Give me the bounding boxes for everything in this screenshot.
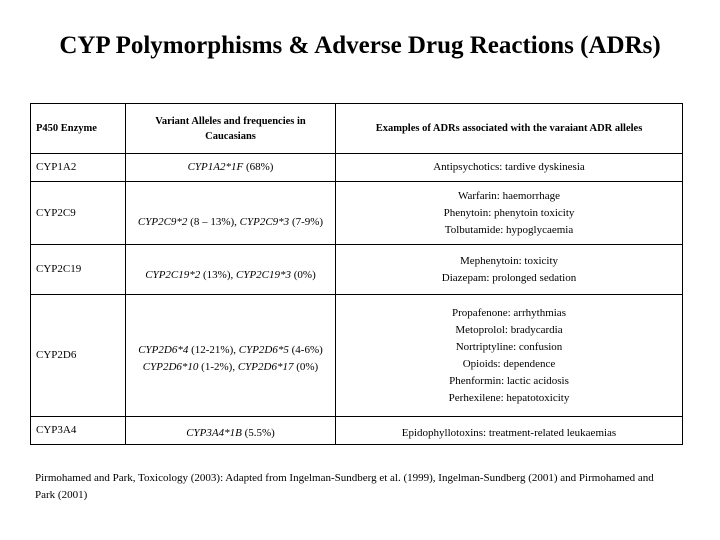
allele-frequency: (8 – 13%), <box>187 215 240 228</box>
table-row-cyp2c19 <box>31 245 683 295</box>
header-adrs: Examples of ADRs associated with the varaiant ADR alleles <box>336 104 683 154</box>
adrs-cell <box>336 295 683 417</box>
adr-item: Warfarin: haemorrhage <box>457 189 561 202</box>
adr-item: Phenformin: lactic acidosis <box>449 374 569 387</box>
table-row-cyp2c9 <box>31 182 683 245</box>
adr-item: Antipsychotics: tardive dyskinesia <box>433 161 585 173</box>
variants-cell <box>126 417 336 445</box>
variants-cell <box>126 154 336 182</box>
adr-item: Nortriptyline: confusion <box>455 340 563 353</box>
allele-frequency: (0%) <box>293 360 319 373</box>
enzyme-cell: CYP2C9 <box>31 182 126 245</box>
allele-frequency: (68%) <box>243 161 274 173</box>
allele-frequency: (0%) <box>291 269 316 281</box>
adr-item: Propafenone: arrhythmias <box>452 306 566 319</box>
adr-item: Metoprolol: bradycardia <box>455 323 563 336</box>
header-variants: Variant Alleles and frequencies in Caucasians <box>126 104 336 154</box>
allele-name: CYP3A4*1B <box>186 427 242 439</box>
adr-item: Epidophyllotoxins: treatment-related leukaemias <box>401 427 617 439</box>
allele-frequency: (12-21%), <box>188 343 239 356</box>
allele-name: CYP2D6*10 <box>142 360 199 373</box>
adr-item: Tolbutamide: hypoglycaemia <box>444 223 574 236</box>
allele-frequency: (13%), <box>200 269 236 281</box>
table-row-cyp3a4 <box>31 417 683 445</box>
allele-frequency: (7-9%) <box>289 215 324 228</box>
allele-frequency: (1-2%), <box>198 360 238 373</box>
allele-name: CYP1A2*1F <box>187 161 244 173</box>
table-row-cyp2d6 <box>31 295 683 417</box>
enzyme-cell: CYP3A4 <box>31 417 126 445</box>
citation-footnote: Pirmohamed and Park, Toxicology (2003): Adapted from Ingelman-Sundberg et al. (1999), Ingelman-Sundberg (2001) and Pirmohamed and Park (2001) <box>35 472 654 501</box>
table-header-row <box>31 104 683 154</box>
enzyme-cell: CYP2D6 <box>31 295 126 417</box>
header-enzyme: P450 Enzyme <box>31 104 126 154</box>
allele-name: CYP2C19*3 <box>236 269 292 281</box>
adr-item: Phenytoin: phenytoin toxicity <box>443 206 575 219</box>
adrs-cell <box>336 245 683 295</box>
allele-frequency: (5.5%) <box>241 427 275 439</box>
allele-name: CYP2C19*2 <box>145 269 201 281</box>
variant-line <box>131 359 330 376</box>
enzyme-cell: CYP2C19 <box>31 245 126 295</box>
allele-name: CYP2D6*5 <box>238 343 289 356</box>
table-row-cyp1a2 <box>31 154 683 182</box>
allele-name: CYP2D6*4 <box>138 343 189 356</box>
adrs-cell <box>336 417 683 445</box>
adrs-cell <box>336 154 683 182</box>
adr-item: Diazepam: prolonged sedation <box>441 271 577 284</box>
variants-cell <box>126 295 336 417</box>
allele-frequency: (4-6%) <box>288 343 323 356</box>
adrs-cell <box>336 182 683 245</box>
adr-item: Opioids: dependence <box>462 357 556 370</box>
cyp-adr-table <box>30 103 683 445</box>
allele-name: CYP2D6*17 <box>237 360 294 373</box>
enzyme-cell: CYP1A2 <box>31 154 126 182</box>
adr-item: Mephenytoin: toxicity <box>459 254 559 267</box>
variants-cell <box>126 245 336 295</box>
allele-name: CYP2C9*3 <box>239 215 290 228</box>
variants-cell <box>126 182 336 245</box>
slide-title: CYP Polymorphisms & Adverse Drug Reactions (ADRs) <box>59 32 661 59</box>
adr-item: Perhexilene: hepatotoxicity <box>448 391 570 404</box>
allele-name: CYP2C9*2 <box>137 215 188 228</box>
variant-line <box>131 342 330 359</box>
